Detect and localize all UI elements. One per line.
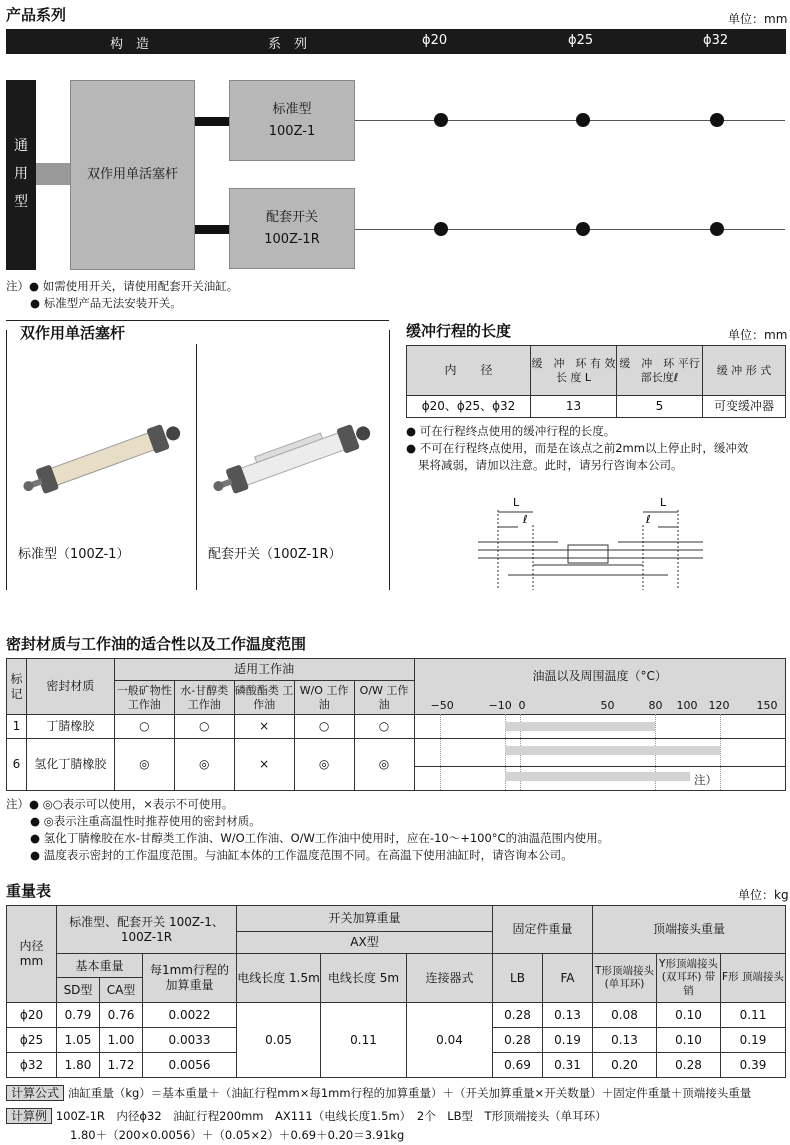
seal-h-temp [414,659,786,715]
w-h-lb: LB [493,954,543,1003]
general-type-char: 型 [14,194,28,210]
seal-val: ◎ [174,739,234,791]
diagram-label-l: ℓ [523,513,528,526]
w-lb: 0.28 [493,1028,543,1053]
w-h-c15: 电线长度 1.5m [237,954,321,1003]
oil-type: 一般矿物性 工作油 [114,681,174,715]
weight-title: 重量表 [6,882,52,900]
cushion-bore: ϕ20、ϕ25、ϕ32 [407,396,531,418]
general-type-char: 用 [14,166,28,182]
seal-title: 密封材质与工作油的适合性以及工作温度范围 [6,635,307,653]
seal-note: ● 温度表示密封的工作温度范围。与油缸本体的工作温度范围不同。在高温下使用油缸时，请咨询本公司。 [30,848,573,862]
series-note: 注）● 如需使用开关，请使用配套开关油缸。 [6,279,239,293]
available-dot [434,222,448,236]
temp-range-bar-nbr [505,722,655,731]
temp-tick: −50 [430,699,454,712]
oil-type: W/O 工作油 [294,681,354,715]
cushion-L: 13 [531,396,617,418]
w-h-fa: FA [543,954,593,1003]
connector [195,225,229,234]
available-dot [576,113,590,127]
w-h-bore: 内径 mm [7,906,57,1003]
w-h-ax: AX型 [237,932,493,954]
series-note: ● 标准型产品无法安装开关。 [30,296,182,310]
type-model: 100Z-1 [268,123,316,139]
type-name: 配套开关 [265,209,318,225]
w-lb: 0.28 [493,1003,543,1028]
example-line [6,1107,607,1124]
seal-val: ○ [174,715,234,739]
general-type-char: 通 [14,138,28,154]
type-model: 100Z-1R [264,231,320,247]
type-box-standard [229,80,355,161]
temp-tick: 100 [676,699,698,712]
divider [6,320,389,321]
available-dot [576,222,590,236]
w-sd: 0.79 [57,1003,100,1028]
w-y: 0.10 [657,1003,721,1028]
w-conn: 0.04 [407,1003,493,1078]
header-structure: 构 造 [110,37,150,52]
oil-type: O/W 工作油 [354,681,414,715]
seal-val: ○ [114,715,174,739]
w-h-sw: 开关加算重量 [237,906,493,932]
weight-table [6,905,786,1078]
cushion-h-parallel: 缓 冲 环 平行部长度ℓ [617,346,703,396]
seal-mat: 丁腈橡胶 [26,715,114,739]
connector [195,117,229,126]
seal-val: ○ [294,715,354,739]
cushion-h-bore: 内 径 [407,346,531,396]
diagram-label-l: ℓ [646,513,651,526]
w-lb: 0.69 [493,1053,543,1078]
w-t: 0.08 [593,1003,657,1028]
w-per: 0.0033 [143,1028,237,1053]
seal-no: 6 [7,739,27,791]
series-unit: 单位：mm [728,12,788,26]
cushion-unit: 单位：mm [728,328,788,342]
w-ca: 0.76 [100,1003,143,1028]
w-bore: ϕ25 [7,1028,57,1053]
general-type-bar [6,80,36,270]
example-calc: 1.80＋（200×0.0056）＋（0.05×2）＋0.69＋0.20＝3.91kg [70,1128,405,1142]
type-name: 标准型 [272,101,312,117]
cushion-note: ● 可在行程终点使用的缓冲行程的长度。 [406,424,616,438]
cushion-note: 果将减弱，请加以注意。此时，请另行咨询本公司。 [418,458,683,472]
example-text: 100Z-1R 内径ϕ32 油缸行程200mm AX111（电线长度1.5m） 2个 LB型 T形顶端接头（单耳环） [55,1109,607,1123]
w-bore: ϕ20 [7,1003,57,1028]
w-fa: 0.31 [543,1053,593,1078]
temp-tick: 50 [600,699,615,712]
seal-no: 1 [7,715,27,739]
w-bore: ϕ32 [7,1053,57,1078]
cylinder-switch-image [208,420,378,500]
w-h-f: F形 顶端接头 [721,954,786,1003]
w-h-conn: 连接器式 [407,954,493,1003]
w-sd: 1.80 [57,1053,100,1078]
seal-note: 注）● ◎○表示可以使用，×表示不可使用。 [6,797,234,811]
grid-line [720,714,721,790]
formula-text: 油缸重量（kg）＝基本重量＋（油缸行程mm×每1mm行程的加算重量）＋（开关加算重量×开关数量）＋固定件重量＋顶端接头重量 [67,1086,752,1100]
cushion-type: 可变缓冲器 [703,396,786,418]
w-h-base: 基本重量 [57,954,142,978]
w-h-y: Y形顶端接头 (双耳环) 带销 [657,954,721,1003]
w-per: 0.0022 [143,1003,237,1028]
header-phi25: ϕ25 [568,33,594,48]
seal-note: ● 氢化丁腈橡胶在水-甘醇类工作油、W/O工作油、O/W工作油中使用时，应在-10～+100°C的油温范围内使用。 [30,831,610,845]
weight-unit: 单位：kg [738,888,789,902]
available-dot [710,222,724,236]
cushion-l: 5 [617,396,703,418]
structure-box [70,80,195,270]
seal-h-no: 标 记 [7,659,27,715]
w-per: 0.0056 [143,1053,237,1078]
header-series: 系 列 [268,37,308,52]
diagram-label-L: L [513,496,520,509]
seal-h-temp-label: 油温以及周围温度（°C） [532,669,667,683]
temp-tick: 0 [518,699,526,712]
temp-tick: −10 [488,699,512,712]
w-sd: 1.05 [57,1028,100,1053]
w-h-c5: 电线长度 5m [321,954,407,1003]
temp-range-bar-hnbr-note [505,772,690,781]
products-title: 双作用单活塞杆 [20,324,126,342]
w-ca: 1.72 [100,1053,143,1078]
w-h-std: 标准型、配套开关 100Z-1、100Z-1R [57,906,237,954]
seal-val: ◎ [114,739,174,791]
cushion-h-effective: 缓 冲 环 有 效 长 度 L [531,346,617,396]
seal-note: ● ◎表示注重高温性时推荐使用的密封材质。 [30,814,261,828]
formula-label: 计算公式 [6,1085,64,1101]
w-h-fix: 固定件重量 [493,906,593,954]
formula-line [6,1084,751,1101]
temp-note-label: 注） [694,773,717,787]
seal-val: × [234,715,294,739]
temp-tick: 150 [756,699,778,712]
w-y: 0.10 [657,1028,721,1053]
seal-h-mat: 密封材质 [26,659,114,715]
seal-val: ◎ [354,739,414,791]
seal-h-oil: 适用工作油 [114,659,414,681]
divider [6,330,7,590]
seal-val: ◎ [294,739,354,791]
divider [389,330,390,590]
w-f: 0.39 [721,1053,786,1078]
diagram-label-L: L [660,496,667,509]
seal-mat: 氢化丁腈橡胶 [26,739,114,791]
example-label: 计算例 [6,1108,52,1124]
seal-val: × [234,739,294,791]
oil-type: 水-甘醇类 工作油 [174,681,234,715]
series-title: 产品系列 [6,6,67,24]
w-c15: 0.05 [237,1003,321,1078]
cushion-diagram [478,490,703,590]
connector [36,163,70,185]
divider [415,766,786,767]
product-label-standard: 标准型（100Z-1） [18,547,130,562]
w-fa: 0.19 [543,1028,593,1053]
type-box-switch [229,188,355,269]
product-label-switch: 配套开关（100Z-1R） [208,547,342,562]
w-h-end: 顶端接头重量 [593,906,786,954]
w-h-per: 每1mm行程的 加算重量 [143,954,237,1003]
cushion-title: 缓冲行程的长度 [406,322,512,340]
cushion-note: ● 不可在行程终点使用，而是在该点之前2mm以上停止时，缓冲效 [406,441,749,455]
header-phi32: ϕ32 [703,33,729,48]
series-header [6,29,786,54]
temp-tick: 120 [708,699,730,712]
w-h-t: T形顶端接头 (单耳环) [593,954,657,1003]
temp-range-bar-hnbr [505,746,720,755]
available-dot [434,113,448,127]
divider [196,344,197,590]
seal-val: ○ [354,715,414,739]
w-h-sd: SD型 [57,978,100,1002]
header-phi20: ϕ20 [422,33,448,48]
w-fa: 0.13 [543,1003,593,1028]
w-h-base-group [57,954,143,1003]
w-f: 0.11 [721,1003,786,1028]
w-h-ca: CA型 [106,983,136,997]
temp-tick: 80 [648,699,663,712]
cushion-table [406,345,786,418]
available-dot [710,113,724,127]
w-y: 0.28 [657,1053,721,1078]
w-f: 0.19 [721,1028,786,1053]
cylinder-standard-image [18,420,188,500]
w-t: 0.20 [593,1053,657,1078]
cushion-h-type: 缓 冲 形 式 [703,346,786,396]
structure-label: 双作用单活塞杆 [86,167,178,182]
w-c5: 0.11 [321,1003,407,1078]
w-t: 0.13 [593,1028,657,1053]
oil-type: 磷酸酯类 工作油 [234,681,294,715]
grid-line [440,714,441,790]
w-ca: 1.00 [100,1028,143,1053]
